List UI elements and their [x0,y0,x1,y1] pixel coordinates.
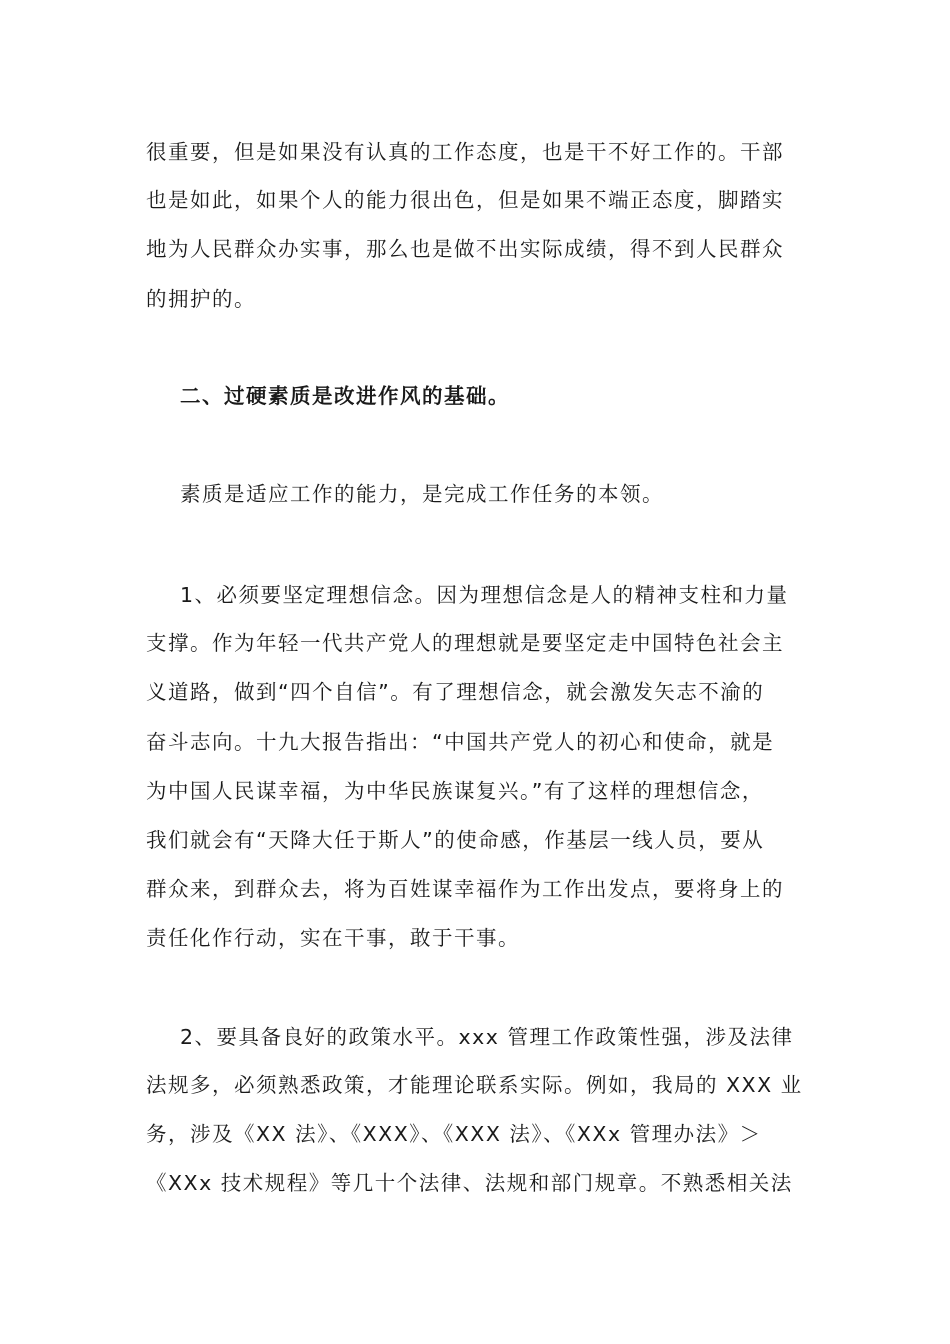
section-heading: 二、过硬素质是改进作风的基础。 [180,384,510,408]
item-1-line-8: 责任化作行动，实在干事，敢于干事。 [146,926,520,950]
item-1-line-5: 为中国人民谋幸福，为中华民族谋复兴。”有了这样的理想信念， [146,779,764,803]
body-line-3: 地为人民群众办实事，那么也是做不出实际成绩，得不到人民群众 [146,237,784,261]
item-2-line-2: 法规多，必须熟悉政策，才能理论联系实际。例如，我局的 XXX 业 [146,1073,803,1097]
item-1-line-7: 群众来，到群众去，将为百姓谋幸福作为工作出发点，要将身上的 [146,877,784,901]
item-1-line-3: 义道路，做到“四个自信”。有了理想信念，就会激发矢志不渝的 [146,680,765,704]
body-line-4: 的拥护的。 [146,287,256,311]
item-1-line-4: 奋斗志向。十九大报告指出：“中国共产党人的初心和使命，就是 [146,730,775,754]
body-line-2: 也是如此，如果个人的能力很出色，但是如果不端正态度，脚踏实 [146,188,784,212]
item-2-line-3: 务，涉及《XX 法》、《XXX》、《XXX 法》、《XXx 管理办法》＞ [146,1122,762,1146]
item-2-line-1: 2、要具备良好的政策水平。xxx 管理工作政策性强，涉及法律 [180,1025,794,1049]
item-1-line-2: 支撑。作为年轻一代共产党人的理想就是要坚定走中国特色社会主 [146,631,784,655]
body-line-1: 很重要，但是如果没有认真的工作态度，也是干不好工作的。干部 [146,140,784,164]
section-intro: 素质是适应工作的能力，是完成工作任务的本领。 [180,482,664,506]
item-2-line-4: 《XXx 技术规程》等几十个法律、法规和部门规章。不熟悉相关法 [146,1171,793,1195]
item-1-line-6: 我们就会有“天降大任于斯人”的使命感，作基层一线人员，要从 [146,828,765,852]
item-1-line-1: 1、必须要坚定理想信念。因为理想信念是人的精神支柱和力量 [180,583,789,607]
